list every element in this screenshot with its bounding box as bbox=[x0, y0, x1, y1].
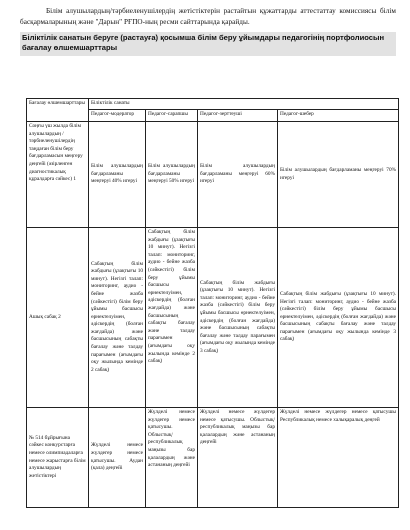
table-cell: Жүлделі немесе жүлдегер немесе қатысушы. Аудан (қала) деңгейі bbox=[89, 408, 146, 508]
table-cell: Сабақтың білім жабдығы (ұзақтығы 10 минут). Негізгі талап: мониторинг, аудио - бейне жазба (сәйкестігі) білім беру ұйымы басшысы өрнектелуімен, әдіскердің (болған жағдайда) және басшысының сабақты бағалау және талдау парағымен (ағымдағы оқу жылында кемінде 2 сабақ) bbox=[89, 228, 146, 408]
criterion-cell: Соңғы үш жылда білім алушылардың /тәрбиеленушілердің таңдаған білім беру бағдарламасын меңгеру деңгейі (әзірленген диагностикалық құралдарға сәйкес) 1 bbox=[27, 122, 89, 228]
table-cell: Жүлделі немесе жүлдегер немесе қатысушы Республикалық немесе халықаралық деңгей bbox=[278, 408, 399, 508]
level-header: Педагог-шебер bbox=[278, 110, 399, 122]
criterion-cell: Ашық сабақ 2 bbox=[27, 228, 89, 408]
table-cell: Жүлделі немесе жүлдегер немесе қатысушы. Облыстық/ республикалық маңызы бар қалалардың және астананың деңгейі bbox=[146, 408, 198, 508]
table-header-row bbox=[27, 99, 399, 110]
table-row bbox=[27, 228, 399, 408]
table-cell: Білім алушылардың бағдарламаны меңгеруі 60% игеруі bbox=[198, 122, 278, 228]
level-header: Педагог-модератор bbox=[89, 110, 146, 122]
table-cell: Білім алушылардың бағдарламаны меңгеруі 40% игеруі bbox=[89, 122, 146, 228]
table-row bbox=[27, 408, 399, 508]
table-cell: Білім алушылардың бағдарламаны меңгеруі 70% игеруі bbox=[278, 122, 399, 228]
table-row bbox=[27, 122, 399, 228]
criterion-cell: № 514 бұйрығына сәйкес конкурстарға немесе олимпиадаларға немесе жарыстарға білім алушылардың жетістіктері bbox=[27, 408, 89, 508]
section-title: Біліктілік санатын беруге (растауға) қосымша білім беру ұйымдары педагогінің портфолиосын бағалау өлшемшарттары bbox=[20, 32, 396, 56]
table-cell: Сабақтың білім жабдығы (ұзақтығы 10 минут). Негізгі талап: мониторинг, аудио - бейне жазба (сәйкестігі) білім беру ұйымы басшысы өрнектелуімен, әдіскердің (болған жағдайда) және басшысының сабақты бағалау және талдау парағымен (ағымдағы оқу жылында кемінде 3 сабақ) bbox=[278, 228, 399, 408]
table-cell: Жүлделі немесе жүлдегер немесе қатысушы. Облыстық/ республикалық маңызы бар қалалардың және астананың деңгейі bbox=[198, 408, 278, 508]
intro-paragraph: Білім алушылардың/тәрбиеленушілердің жетістіктерін растайтын құжаттарды аттестаттау комиссиясы білім басқармаларының және "Дарын" РҒПО-ның ресми сайттарында қарайды. bbox=[20, 7, 396, 27]
table-cell: Сабақтың білім жабдығы (ұзақтығы 10 минут). Негізгі талап: мониторинг, аудио - бейне жазба (сәйкестігі) білім беру ұйымы басшысы өрнектелуімен, әдіскердің (болған жағдайда) және басшысының сабақты бағалау және талдау парағымен (ағымдағы оқу жылында кемінде 2 сабақ) bbox=[146, 228, 198, 408]
table-cell: Білім алушылардың бағдарламаны меңгеруі 50% игеруі bbox=[146, 122, 198, 228]
criteria-table bbox=[26, 98, 399, 508]
level-header: Педагог-зерттеуші bbox=[198, 110, 278, 122]
level-header: Педагог-сарапшы bbox=[146, 110, 198, 122]
table-cell: Сабақтың білім жабдығы (ұзақтығы 10 минут). Негізгі талап: мониторинг, аудио - бейне жазба (сәйкестігі) білім беру ұйымы басшысы өрнектелуімен, әдіскердің (болған жағдайда) және басшысының сабақты бағалау және талдау парағымен (ағымдағы оқу жылында кемінде 3 сабақ) bbox=[198, 228, 278, 408]
category-group-header: Біліктілік санаты bbox=[89, 99, 399, 110]
criteria-column-header: Бағалау өлшемшарттары bbox=[27, 99, 89, 122]
